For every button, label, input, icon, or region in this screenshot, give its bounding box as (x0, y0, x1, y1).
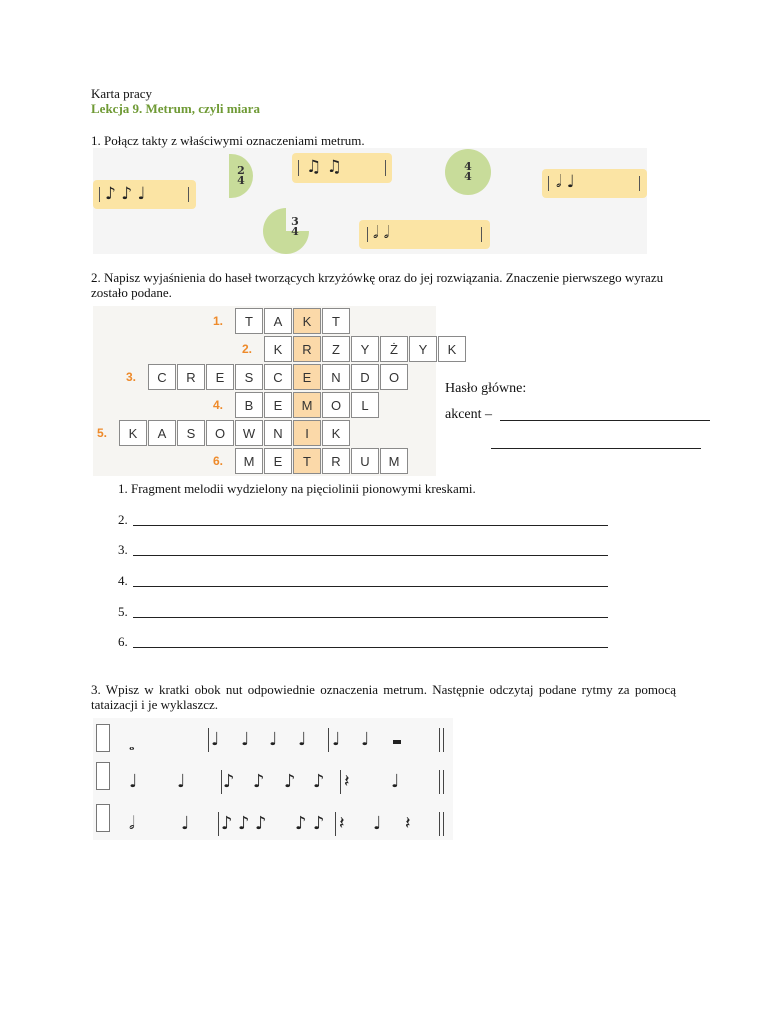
crossword-key-cell[interactable]: I (293, 420, 321, 446)
quarter-rest-icon: 𝄽 (344, 771, 350, 792)
exercise2-instruction: 2. Napisz wyjaśnienia do haseł tworzących krzyżówkę oraz do jej rozwiązania. Znaczenie pierwszego wyrazu zostało podane. (91, 270, 664, 300)
crossword-key-cell[interactable]: K (293, 308, 321, 334)
eighth-note-icon: ♪ (295, 813, 307, 834)
crossword-cell[interactable]: B (235, 392, 263, 418)
crossword-cell[interactable]: S (235, 364, 263, 390)
crossword-cell[interactable]: Ż (380, 336, 408, 362)
crossword-cell[interactable]: E (206, 364, 234, 390)
quarter-note-icon: ♩ (361, 729, 370, 750)
crossword (93, 306, 457, 476)
quarter-rest-icon: 𝄽 (339, 813, 345, 834)
crossword-cell[interactable]: W (235, 420, 263, 446)
solution-line-2[interactable] (491, 448, 701, 449)
eighth-note-icon: ♪ (284, 771, 296, 792)
quarter-note-icon: ♩ (241, 729, 250, 750)
crossword-key-cell[interactable]: R (293, 336, 321, 362)
crossword-cell[interactable]: C (264, 364, 292, 390)
quarter-note-icon: ♩ (177, 771, 186, 792)
meter-4-4[interactable]: 4 4 (445, 149, 491, 195)
meter-box[interactable] (96, 762, 110, 790)
quarter-note-icon: ♩ (373, 813, 382, 834)
crossword-cell[interactable]: E (264, 392, 292, 418)
crossword-row-number: 2. (242, 342, 253, 356)
crossword-cell[interactable]: R (177, 364, 205, 390)
crossword-cell[interactable]: U (351, 448, 379, 474)
clue-2-line[interactable] (133, 525, 608, 526)
barline (208, 728, 209, 752)
crossword-cell[interactable]: Y (409, 336, 437, 362)
measure-card[interactable] (359, 220, 490, 249)
crossword-row-number: 3. (126, 370, 137, 384)
crossword-cell[interactable]: T (322, 308, 350, 334)
crossword-cell[interactable]: A (148, 420, 176, 446)
crossword-cell[interactable]: T (235, 308, 263, 334)
eighth-note-icon: ♪ (223, 771, 235, 792)
crossword-row-number: 1. (213, 314, 224, 328)
whole-note-icon: 𝅝 (129, 738, 135, 754)
eighth-note-icon: ♪ (255, 813, 267, 834)
clue-1: 1. Fragment melodii wydzielony na pięciolinii pionowymi kreskami. (118, 481, 476, 496)
crossword-cell[interactable]: K (438, 336, 466, 362)
barline (328, 728, 329, 752)
crossword-cell[interactable]: O (380, 364, 408, 390)
meter-2-4[interactable]: 2 4 (229, 154, 253, 198)
measure-notes: ♪ ♪ ♩ (105, 184, 146, 204)
crossword-cell[interactable]: Y (351, 336, 379, 362)
crossword-cell[interactable]: N (264, 420, 292, 446)
meter-3-4[interactable]: 3 4 (263, 208, 309, 254)
quarter-rest-icon: 𝄽 (405, 813, 411, 834)
final-barline (439, 728, 440, 752)
exercise1-illustration (93, 148, 647, 254)
final-barline (443, 812, 444, 836)
exercise1-instruction: 1. Połącz takty z właściwymi oznaczeniami metrum. (91, 133, 365, 148)
crossword-cell[interactable]: E (264, 448, 292, 474)
quarter-note-icon: ♩ (129, 771, 138, 792)
crossword-cell[interactable]: D (351, 364, 379, 390)
clue-5-line[interactable] (133, 617, 608, 618)
final-barline (439, 770, 440, 794)
measure-card[interactable] (93, 180, 196, 209)
quarter-note-icon: ♩ (269, 729, 278, 750)
crossword-key-cell[interactable]: M (293, 392, 321, 418)
eighth-note-icon: ♪ (238, 813, 250, 834)
crossword-row-number: 6. (213, 454, 224, 468)
clue-6-label: 6. (118, 634, 128, 649)
crossword-cell[interactable]: O (206, 420, 234, 446)
eighth-note-icon: ♪ (313, 813, 325, 834)
crossword-cell[interactable]: K (264, 336, 292, 362)
exercise3-instruction: 3. Wpisz w kratki obok nut odpowiednie oznaczenia metrum. Następnie odczytaj podane rytmy za pomocą tataizacji i je wyklaszcz. (91, 682, 676, 712)
clue-6-line[interactable] (133, 647, 608, 648)
measure-card[interactable] (292, 153, 392, 183)
final-barline (443, 770, 444, 794)
crossword-cell[interactable]: R (322, 448, 350, 474)
clue-5-label: 5. (118, 604, 128, 619)
measure-notes: 𝅗𝅥 ♩ (556, 172, 575, 192)
barline (218, 812, 219, 836)
quarter-note-icon: ♩ (211, 729, 220, 750)
worksheet-label: Karta pracy (91, 86, 152, 101)
barline (340, 770, 341, 794)
quarter-note-icon: ♩ (181, 813, 190, 834)
crossword-cell[interactable]: M (380, 448, 408, 474)
barline (335, 812, 336, 836)
crossword-cell[interactable]: K (119, 420, 147, 446)
solution-line-1[interactable] (500, 420, 710, 421)
crossword-key-cell[interactable]: T (293, 448, 321, 474)
crossword-cell[interactable]: N (322, 364, 350, 390)
clue-3-line[interactable] (133, 555, 608, 556)
crossword-cell[interactable]: A (264, 308, 292, 334)
clue-4-line[interactable] (133, 586, 608, 587)
half-note-icon: 𝅗𝅥 (129, 813, 135, 834)
lesson-title: Lekcja 9. Metrum, czyli miara (91, 101, 260, 116)
eighth-note-icon: ♪ (313, 771, 325, 792)
solution-label: Hasło główne: (445, 381, 527, 396)
rhythm-illustration (93, 718, 453, 840)
barline (221, 770, 222, 794)
measure-notes: 𝅗𝅥 𝅗𝅥 (373, 223, 390, 243)
crossword-cell[interactable]: Z (322, 336, 350, 362)
eighth-note-icon: ♪ (253, 771, 265, 792)
meter-box[interactable] (96, 724, 110, 752)
crossword-key-cell[interactable]: E (293, 364, 321, 390)
crossword-row-number: 5. (97, 426, 108, 440)
half-rest-icon (393, 740, 401, 744)
crossword-row-number: 4. (213, 398, 224, 412)
clue-2-label: 2. (118, 512, 128, 527)
solution-answer: akcent – (445, 407, 493, 422)
quarter-note-icon: ♩ (332, 729, 341, 750)
final-barline (443, 728, 444, 752)
measure-card[interactable] (542, 169, 647, 198)
measure-notes: ♫ ♫ (306, 157, 342, 177)
crossword-cell[interactable]: M (235, 448, 263, 474)
crossword-cell[interactable]: S (177, 420, 205, 446)
clue-3-label: 3. (118, 542, 128, 557)
crossword-cell[interactable]: O (322, 392, 350, 418)
crossword-cell[interactable]: L (351, 392, 379, 418)
quarter-note-icon: ♩ (298, 729, 307, 750)
meter-box[interactable] (96, 804, 110, 832)
crossword-cell[interactable]: K (322, 420, 350, 446)
eighth-note-icon: ♪ (221, 813, 233, 834)
final-barline (439, 812, 440, 836)
crossword-cell[interactable]: C (148, 364, 176, 390)
clue-4-label: 4. (118, 573, 128, 588)
quarter-note-icon: ♩ (391, 771, 400, 792)
